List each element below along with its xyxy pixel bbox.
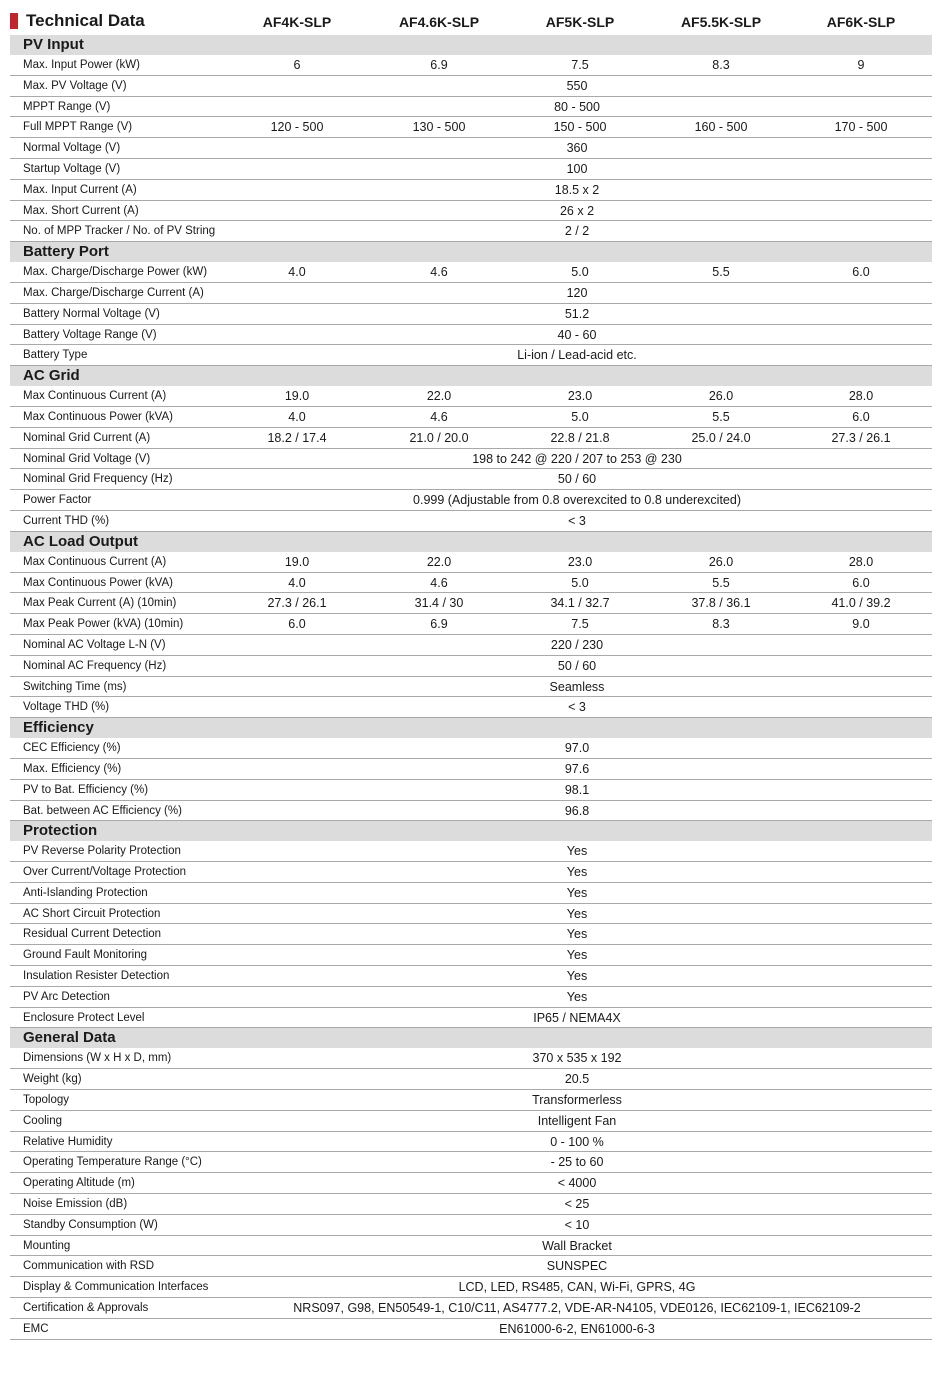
row-label: Max Continuous Current (A): [23, 555, 167, 568]
row-label: PV Arc Detection: [23, 990, 110, 1003]
sheet-title: Technical Data: [26, 11, 145, 30]
row-value: 120 - 500: [270, 120, 324, 135]
row-value: 4.6: [430, 575, 448, 590]
row-value: 98.1: [564, 782, 590, 797]
row-value: 170 - 500: [834, 120, 888, 135]
row-value: Yes: [566, 906, 588, 921]
row-value: 8.3: [712, 617, 730, 632]
row-value: 7.5: [571, 617, 589, 632]
row-label: Max Continuous Power (kVA): [23, 576, 173, 589]
row-label: Max. Charge/Discharge Power (kW): [23, 266, 208, 279]
table-row: [10, 386, 932, 407]
row-value: 6.0: [852, 409, 870, 424]
row-label: Max Peak Current (A) (10min): [23, 597, 177, 610]
section-header: AC Load Output: [10, 532, 932, 552]
row-value: 27.3 / 26.1: [831, 430, 891, 445]
row-value: 28.0: [848, 389, 874, 404]
row-value: 25.0 / 24.0: [691, 430, 751, 445]
row-value: 22.8 / 21.8: [550, 430, 610, 445]
row-value: 0 - 100 %: [550, 1134, 604, 1149]
row-value: Intelligent Fan: [537, 1113, 617, 1128]
row-value: 22.0: [426, 554, 452, 569]
table-row: [10, 159, 932, 180]
table-row: [10, 221, 932, 242]
row-value: 6.9: [430, 58, 448, 72]
table-row: [10, 1277, 932, 1298]
row-value: < 3: [568, 700, 586, 715]
row-value: Li-ion / Lead-acid etc.: [517, 348, 637, 363]
row-value: SUNSPEC: [546, 1259, 608, 1274]
model-header: AF5.5K-SLP: [680, 14, 762, 30]
row-label: Max. PV Voltage (V): [23, 79, 127, 92]
table-row: [10, 1152, 932, 1173]
row-value: < 4000: [557, 1176, 597, 1191]
row-label: Max. Efficiency (%): [23, 762, 122, 775]
row-value: 4.0: [288, 265, 306, 280]
row-value: 100: [566, 161, 588, 176]
row-label: Normal Voltage (V): [23, 142, 121, 155]
section-header: Protection: [10, 821, 932, 841]
row-label: Nominal AC Frequency (Hz): [23, 659, 167, 672]
row-label: Dimensions (W x H x D, mm): [23, 1052, 172, 1065]
section-header: PV Input: [10, 35, 932, 55]
section-header: AC Grid: [10, 366, 932, 386]
row-label: Nominal AC Voltage L-N (V): [23, 638, 166, 651]
row-value: < 25: [564, 1197, 590, 1212]
table-row: [10, 552, 932, 573]
row-value: 160 - 500: [694, 120, 748, 135]
row-value: 0.999 (Adjustable from 0.8 overexcited to 0.8 underexcited): [413, 493, 741, 508]
row-label: PV to Bat. Efficiency (%): [23, 783, 149, 796]
row-label: Topology: [23, 1094, 70, 1107]
table-row: [10, 1236, 932, 1257]
row-value: Transformerless: [532, 1093, 622, 1108]
table-row: [10, 97, 932, 118]
row-value: 9: [857, 58, 865, 72]
row-value: 96.8: [564, 803, 590, 818]
table-row: [10, 945, 932, 966]
row-value: 22.0: [426, 389, 452, 404]
row-label: Ground Fault Monitoring: [23, 949, 148, 962]
row-value: 220 / 230: [550, 637, 604, 652]
table-row: [10, 1111, 932, 1132]
table-row: [10, 428, 932, 449]
table-row: [10, 801, 932, 822]
row-label: Insulation Resister Detection: [23, 970, 170, 983]
row-value: 28.0: [848, 554, 874, 569]
row-value: 8.3: [712, 58, 730, 72]
table-row: [10, 1298, 932, 1319]
row-label: Battery Normal Voltage (V): [23, 307, 160, 320]
row-label: Switching Time (ms): [23, 680, 127, 693]
row-value: 6.0: [852, 575, 870, 590]
row-value: Yes: [566, 885, 588, 900]
model-header: AF6K-SLP: [826, 14, 896, 30]
row-value: 34.1 / 32.7: [550, 596, 610, 611]
row-label: Max Continuous Power (kVA): [23, 410, 173, 423]
table-row: [10, 407, 932, 428]
row-label: Display & Communication Interfaces: [23, 1281, 209, 1294]
row-label: Max Continuous Current (A): [23, 390, 167, 403]
section-header: General Data: [10, 1028, 932, 1048]
row-value: Yes: [566, 969, 588, 984]
table-row: [10, 138, 932, 159]
row-value: 50 / 60: [557, 472, 597, 487]
row-label: Communication with RSD: [23, 1260, 155, 1273]
row-label: EMC: [23, 1322, 49, 1335]
table-row: [10, 490, 932, 511]
row-label: Enclosure Protect Level: [23, 1011, 145, 1024]
row-label: Residual Current Detection: [23, 928, 162, 941]
row-label: Nominal Grid Frequency (Hz): [23, 473, 173, 486]
table-row: [10, 924, 932, 945]
row-value: 5.5: [712, 265, 730, 280]
table-row: [10, 1319, 932, 1340]
row-value: 23.0: [567, 389, 593, 404]
row-value: NRS097, G98, EN50549-1, C10/C11, AS4777.2, VDE-AR-N4105, VDE0126, IEC62109-1, IEC62109-2: [293, 1301, 861, 1316]
row-label: Standby Consumption (W): [23, 1218, 158, 1231]
row-label: Cooling: [23, 1114, 62, 1127]
row-value: LCD, LED, RS485, CAN, Wi-Fi, GPRS, 4G: [458, 1280, 696, 1295]
row-value: 51.2: [564, 306, 590, 321]
table-row: [10, 987, 932, 1008]
row-value: 550: [566, 78, 588, 93]
row-value: 18.2 / 17.4: [267, 430, 327, 445]
row-value: 50 / 60: [557, 658, 597, 673]
row-label: CEC Efficiency (%): [23, 742, 121, 755]
table-row: [10, 1090, 932, 1111]
row-value: Yes: [566, 948, 588, 963]
row-label: Operating Altitude (m): [23, 1177, 135, 1190]
row-label: AC Short Circuit Protection: [23, 907, 161, 920]
row-value: Seamless: [549, 679, 605, 694]
row-value: 40 - 60: [557, 327, 597, 342]
row-label: Noise Emission (dB): [23, 1198, 128, 1211]
table-row: [10, 1194, 932, 1215]
row-value: 6.0: [288, 617, 306, 632]
row-label: Relative Humidity: [23, 1135, 113, 1148]
table-row: [10, 883, 932, 904]
row-value: 5.5: [712, 575, 730, 590]
row-value: 5.5: [712, 409, 730, 424]
row-value: 27.3 / 26.1: [267, 596, 327, 611]
table-row: [10, 469, 932, 490]
row-label: Certification & Approvals: [23, 1302, 149, 1315]
row-value: 6: [293, 58, 301, 72]
model-header: AF5K-SLP: [545, 14, 615, 30]
table-row: [10, 593, 932, 614]
table-row: [10, 635, 932, 656]
row-value: 370 x 535 x 192: [532, 1051, 622, 1066]
row-value: - 25 to 60: [550, 1155, 604, 1170]
row-label: Power Factor: [23, 494, 92, 507]
row-value: 4.6: [430, 265, 448, 280]
row-label: Mounting: [23, 1239, 71, 1252]
row-label: Weight (kg): [23, 1073, 82, 1086]
row-label: Operating Temperature Range (°C): [23, 1156, 202, 1169]
row-label: Battery Voltage Range (V): [23, 328, 157, 341]
row-label: MPPT Range (V): [23, 100, 111, 113]
table-row: [10, 656, 932, 677]
row-value: 150 - 500: [553, 120, 607, 135]
row-value: 37.8 / 36.1: [691, 596, 751, 611]
model-header: AF4.6K-SLP: [398, 14, 480, 30]
row-value: 198 to 242 @ 220 / 207 to 253 @ 230: [472, 451, 682, 466]
row-value: 26 x 2: [559, 203, 595, 218]
row-value: EN61000-6-2, EN61000-6-3: [499, 1321, 655, 1336]
row-value: Yes: [566, 927, 588, 942]
row-value: 97.6: [564, 761, 590, 776]
table-row: [10, 345, 932, 366]
row-label: Max. Charge/Discharge Current (A): [23, 286, 204, 299]
table-row: [10, 1069, 932, 1090]
row-label: Voltage THD (%): [23, 701, 110, 714]
red-marker-icon: [10, 13, 18, 29]
row-label: Current THD (%): [23, 514, 110, 527]
row-value: Wall Bracket: [542, 1238, 612, 1253]
spec-table: [0, 35, 941, 1340]
row-value: < 10: [564, 1217, 590, 1232]
row-value: 21.0 / 20.0: [409, 430, 469, 445]
table-row: [10, 966, 932, 987]
row-value: Yes: [566, 989, 588, 1004]
table-row: [10, 325, 932, 346]
table-row: [10, 180, 932, 201]
table-row: [10, 76, 932, 97]
table-row: [10, 55, 932, 76]
row-label: Battery Type: [23, 349, 88, 362]
table-row: [10, 1008, 932, 1029]
table-row: [10, 841, 932, 862]
row-value: Yes: [566, 865, 588, 880]
row-value: 23.0: [567, 554, 593, 569]
table-row: [10, 449, 932, 470]
row-label: Nominal Grid Current (A): [23, 431, 151, 444]
row-value: 80 - 500: [554, 99, 600, 114]
table-row: [10, 738, 932, 759]
table-row: [10, 904, 932, 925]
table-row: [10, 862, 932, 883]
table-row: [10, 697, 932, 718]
row-value: 4.6: [430, 409, 448, 424]
row-value: 6.9: [430, 617, 448, 632]
row-value: 19.0: [284, 554, 310, 569]
row-label: Nominal Grid Voltage (V): [23, 452, 151, 465]
row-value: 6.0: [852, 265, 870, 280]
row-value: 130 - 500: [412, 120, 466, 135]
row-value: 5.0: [571, 265, 589, 280]
row-label: Bat. between AC Efficiency (%): [23, 804, 182, 817]
row-value: 97.0: [564, 741, 590, 756]
table-row: [10, 304, 932, 325]
row-value: 5.0: [571, 575, 589, 590]
table-row: [10, 780, 932, 801]
table-row: [10, 117, 932, 138]
row-label: Max. Short Current (A): [23, 204, 139, 217]
model-header: AF4K-SLP: [262, 14, 332, 30]
table-row: [10, 573, 932, 594]
section-header: Battery Port: [10, 242, 932, 262]
row-value: 26.0: [708, 554, 734, 569]
table-row: [10, 759, 932, 780]
row-value: 4.0: [288, 575, 306, 590]
table-row: [10, 614, 932, 635]
row-value: 7.5: [571, 58, 589, 72]
table-row: [10, 1048, 932, 1069]
row-label: No. of MPP Tracker / No. of PV String: [23, 225, 216, 238]
table-row: [10, 283, 932, 304]
row-label: Full MPPT Range (V): [23, 121, 133, 134]
row-value: 9.0: [852, 617, 870, 632]
row-value: 4.0: [288, 409, 306, 424]
row-value: 18.5 x 2: [554, 182, 600, 197]
sheet-header: [0, 10, 941, 35]
row-value: Yes: [566, 844, 588, 859]
table-row: [10, 262, 932, 283]
row-label: Max Peak Power (kVA) (10min): [23, 618, 184, 631]
table-row: [10, 677, 932, 698]
row-value: 31.4 / 30: [414, 596, 464, 611]
row-label: Max. Input Power (kW): [23, 59, 140, 71]
row-value: 120: [566, 285, 588, 300]
row-label: Anti-Islanding Protection: [23, 886, 148, 899]
table-row: [10, 1215, 932, 1236]
row-value: 26.0: [708, 389, 734, 404]
row-value: 360: [566, 141, 588, 156]
table-row: [10, 201, 932, 222]
row-value: IP65 / NEMA4X: [533, 1010, 621, 1025]
row-value: 2 / 2: [564, 224, 590, 239]
table-row: [10, 511, 932, 532]
row-label: Max. Input Current (A): [23, 183, 137, 196]
table-row: [10, 1256, 932, 1277]
row-value: 5.0: [571, 409, 589, 424]
row-value: 20.5: [564, 1072, 590, 1087]
table-row: [10, 1173, 932, 1194]
row-label: Over Current/Voltage Protection: [23, 866, 186, 879]
row-value: 41.0 / 39.2: [831, 596, 891, 611]
row-value: < 3: [568, 513, 586, 528]
row-label: PV Reverse Polarity Protection: [23, 845, 181, 858]
table-row: [10, 1132, 932, 1153]
section-header: Efficiency: [10, 718, 932, 738]
row-value: 19.0: [284, 389, 310, 404]
row-label: Startup Voltage (V): [23, 162, 121, 175]
